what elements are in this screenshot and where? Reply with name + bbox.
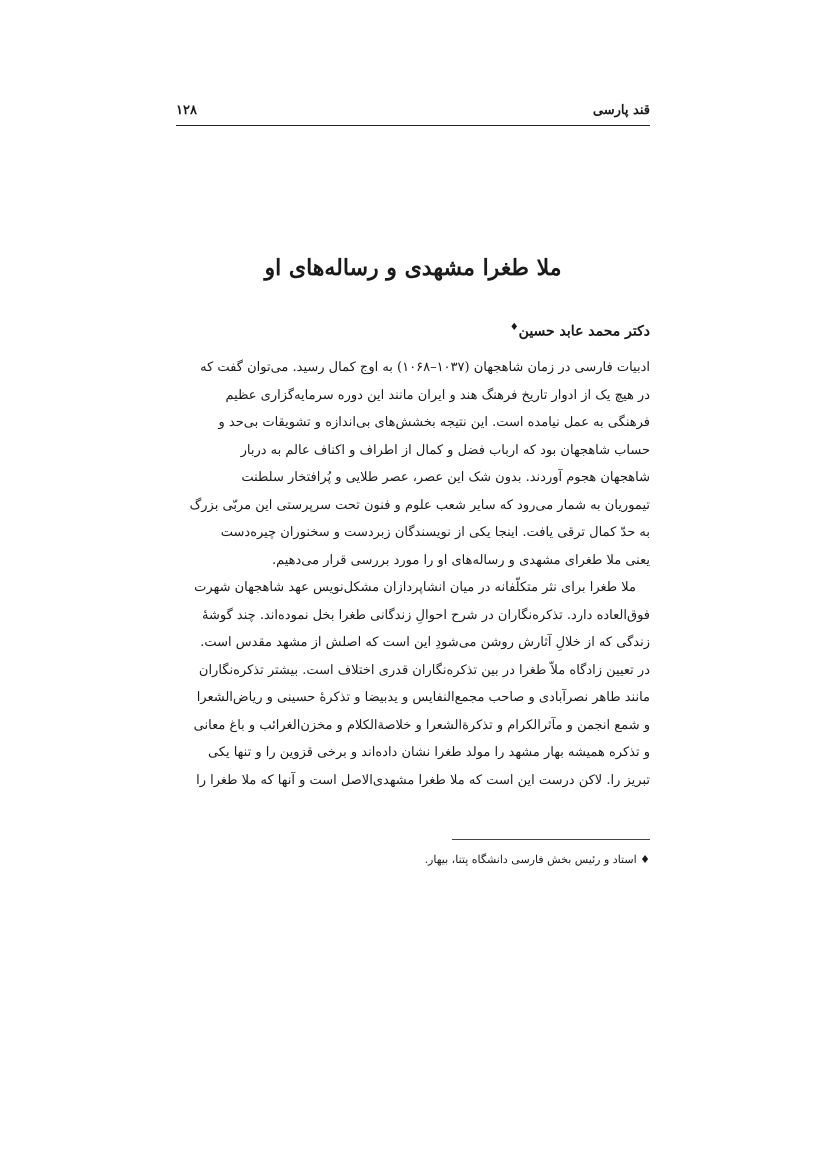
body-line: فوق‌العاده دارد. تذکره‌نگاران در شرح احوالِ زندگانی طغرا بخل نموده‌اند. چند گوشهٔ xyxy=(202,607,650,623)
body-line: در هیچ یک از ادوار تاریخ فرهنگ هند و ایران مانند این دوره سرمایه‌گزاری عظیم xyxy=(225,387,650,403)
footnote-divider xyxy=(452,839,650,840)
body-line: حساب شاهجهان بود که ارباب فضل و کمال از اطراف و اکناف عالم به دربار xyxy=(240,442,650,458)
body-line: تبریز را. لاکن درست این است که ملا طغرا مشهدی‌الاصل است و آنها که ملا طغرا را xyxy=(196,772,650,788)
body-line: تیموریان به شمار می‌رود که سایر شعب علوم و فنون تحت سرپرستی این مربّی بزرگ xyxy=(189,497,650,513)
journal-name: قند پارسی xyxy=(592,103,650,118)
running-header xyxy=(176,103,650,126)
body-line: و تذکره همیشه بهار مشهد را مولد طغرا نشان داده‌اند و برخی قزوین را و تنها یکی xyxy=(207,745,650,760)
author-footnote-mark: ♦ xyxy=(509,322,519,333)
body-line: فرهنگی به عمل نیامده است. این نتیجه بخشش‌های بی‌اندازه و تشویقات بی‌حد و xyxy=(218,415,650,430)
body-line: زندگی که از خلالِ آثارش روشن می‌شودِ این است که اصلش از مشهد مقدس است. xyxy=(200,635,650,650)
body-line: مانند طاهر نصرآبادی و صاحب مجمع‌النفایس و یدبیضا و تذکرهٔ حسینی و ریاض‌الشعرا xyxy=(196,690,650,705)
page-number: ۱۲۸ xyxy=(176,103,197,118)
body-line: در تعیین زادگاه ملاّ طغرا در بین تذکره‌نگاران قدری اختلاف است. بیشتر تذکره‌نگاران xyxy=(198,662,650,678)
body-line: به حدّ کمال ترقی یافت. اینجا یکی از نویسندگان زبردست و سخنوران چیره‌دست xyxy=(220,525,650,540)
body-line: شاهجهان هجوم آوردند. بدون شک این عصر، عصر طلایی و پُرافتخار سلطنت xyxy=(241,470,650,485)
body-line: ملا طغرا برای نثر متکلّفانه در میان انشاپردازان مشکل‌نویس عهد شاهجهان شهرت xyxy=(194,580,636,595)
body-line: و شمع انجمن و مآثرالکرام و تذکرةالشعرا و خلاصةالکلام و مخزن‌الغرائب و باغ معانی xyxy=(193,717,650,733)
article-body xyxy=(176,354,650,794)
body-line: ادبیات فارسی در زمان شاهجهان (۱۰۳۷–۱۰۶۸) به اوج کمال رسید. می‌توان گفت که xyxy=(200,360,650,375)
footnote: ♦ استاد و رئیس بخش فارسی دانشگاه پتنا، بیهار. xyxy=(424,853,650,866)
article-title: ملا طغرا مشهدی و رساله‌های او xyxy=(264,255,562,281)
author-text: دکتر محمد عابد حسین xyxy=(518,323,650,340)
body-line: یعنی ملا طغرای مشهدی و رساله‌های او را مورد بررسی قرار می‌دهیم. xyxy=(271,552,650,568)
author-name xyxy=(510,322,650,340)
